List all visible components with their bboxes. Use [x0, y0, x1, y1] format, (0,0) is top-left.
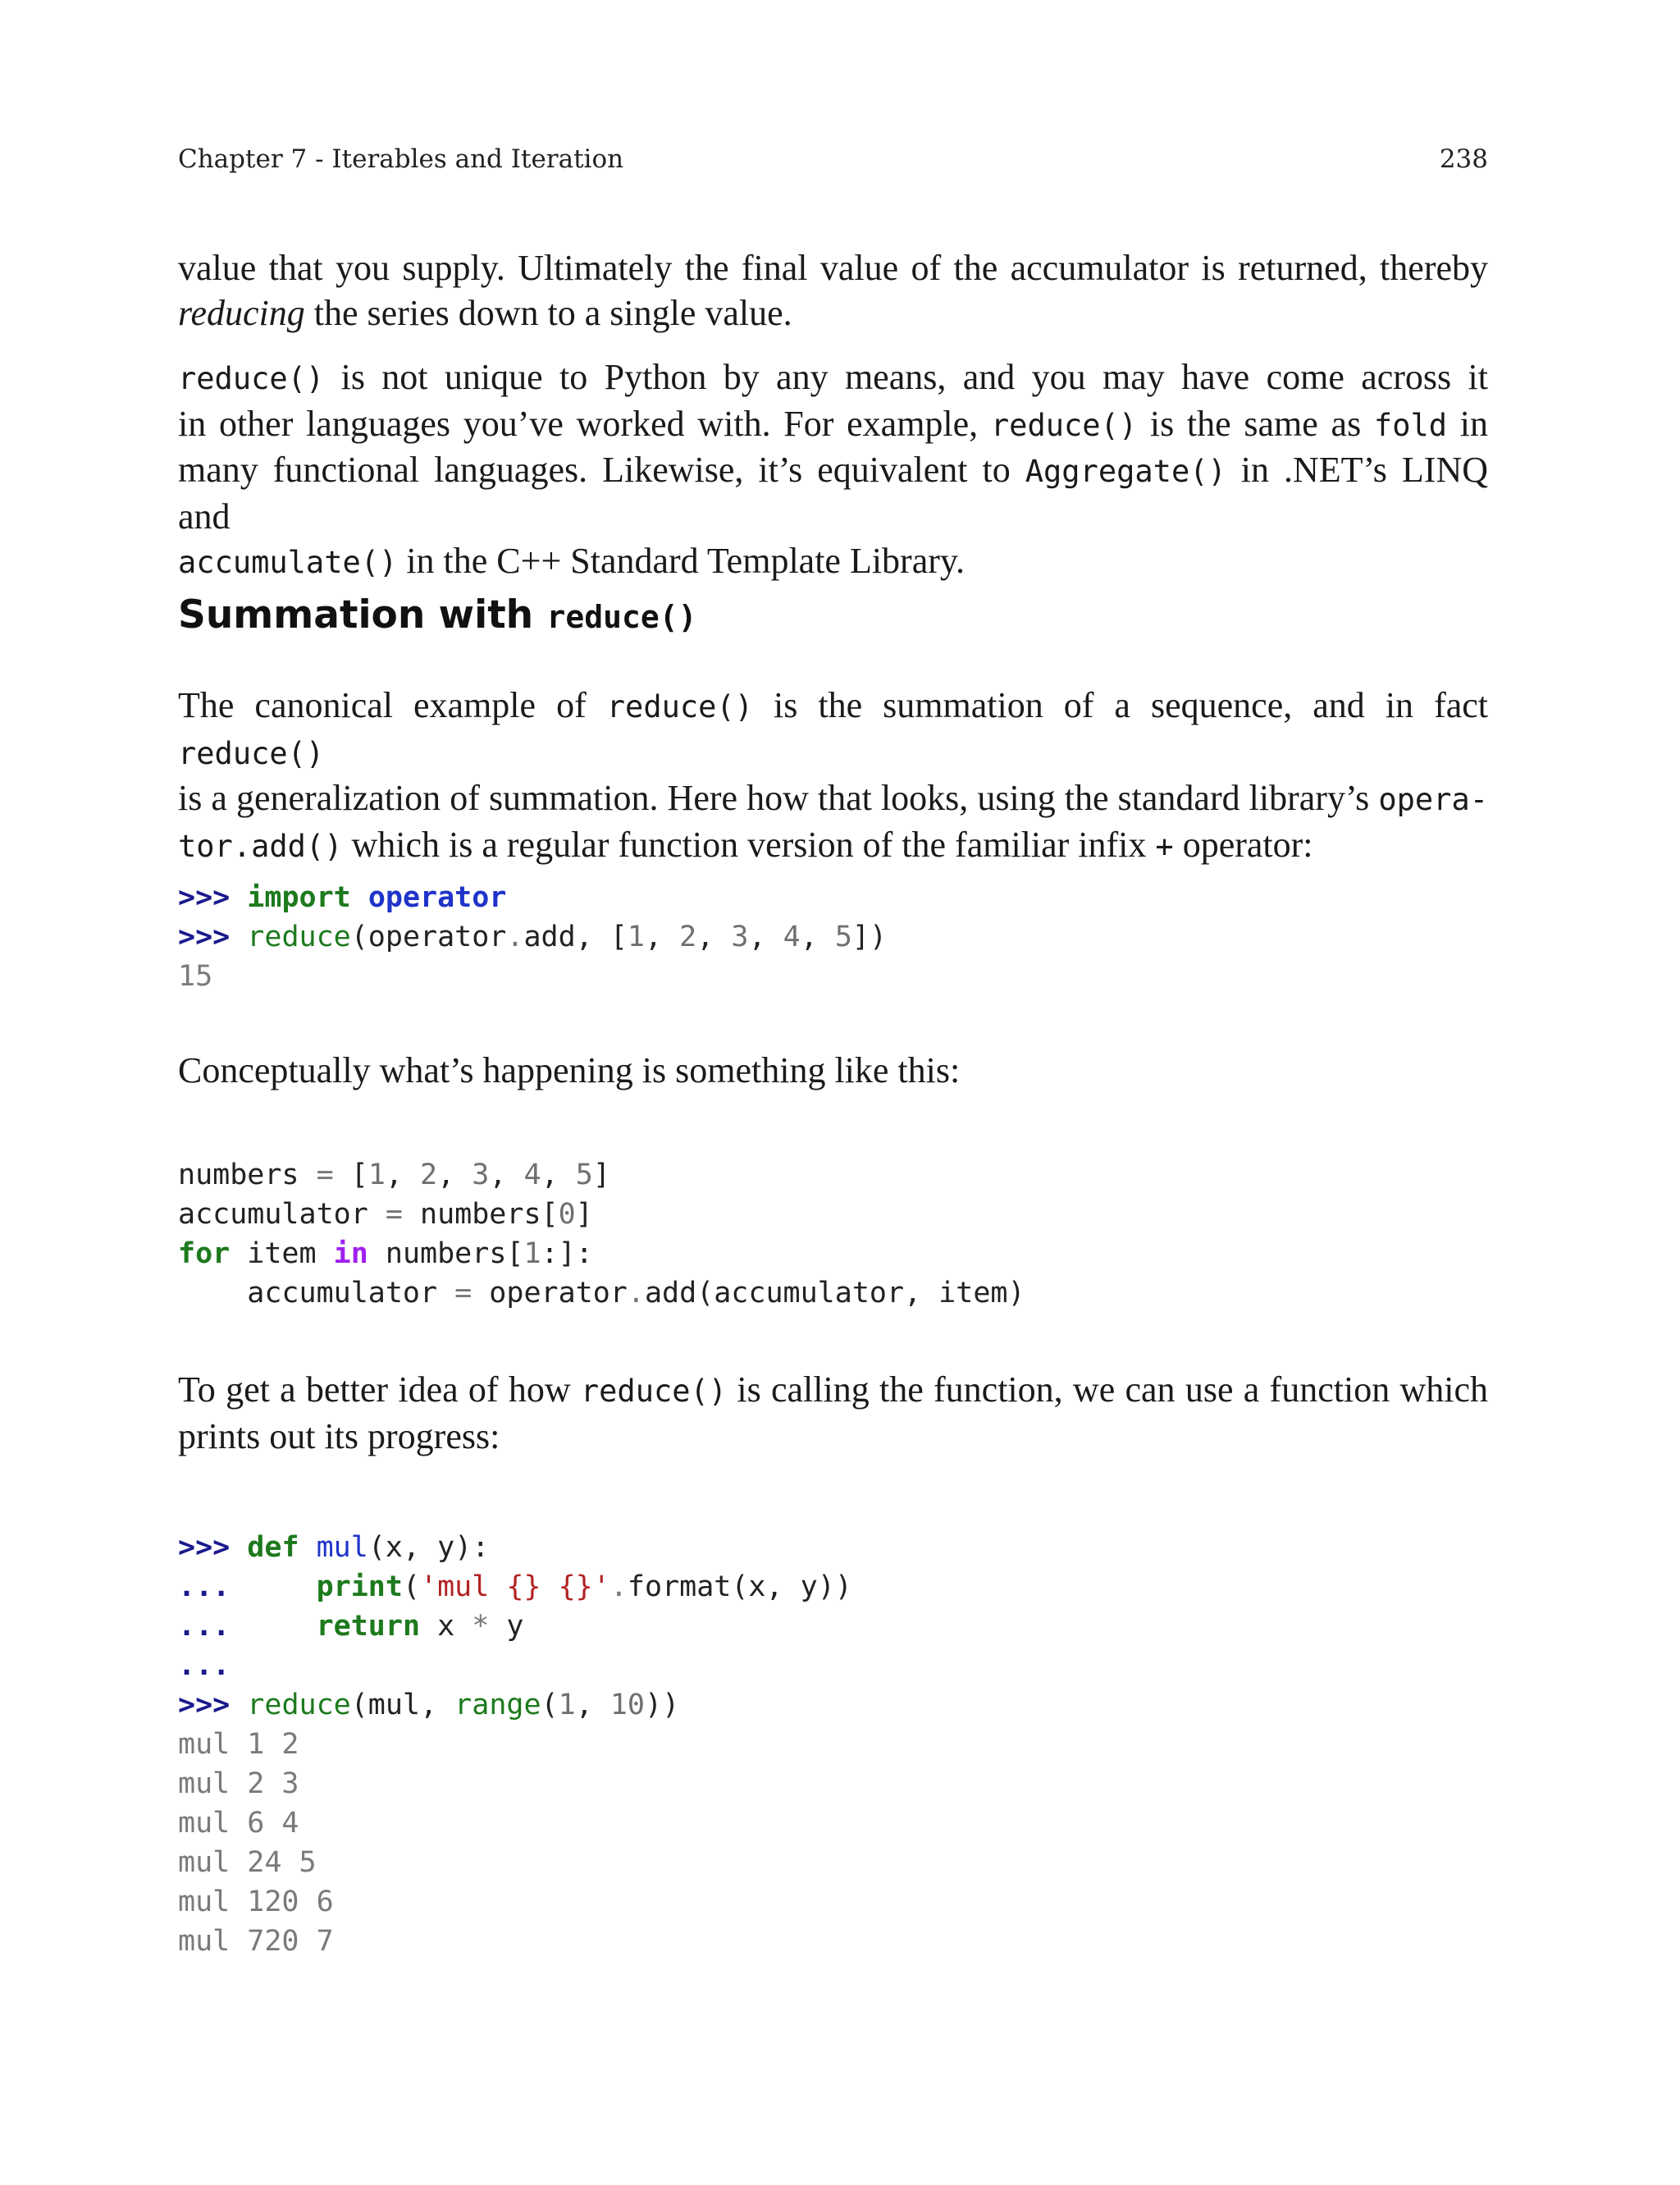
paragraph-reduce-other-languages — [178, 355, 1488, 586]
text-line: reducing the series down to a single value. — [178, 292, 792, 333]
text-line: in other languages you’ve worked with. For example, reduce() is the same as fold in — [178, 403, 1488, 444]
code-line: >>> reduce(operator.add, [1, 2, 3, 4, 5]) — [178, 921, 888, 953]
inline-code: opera- — [1378, 782, 1488, 817]
code-line: ... print('mul {} {}'.format(x, y)) — [178, 1570, 852, 1603]
inline-code: reduce() — [178, 735, 325, 771]
text-line: accumulate() in the C++ Standard Template Library. — [178, 541, 966, 581]
inline-code: fold — [1373, 407, 1448, 443]
code-line: >>> import operator — [178, 881, 507, 914]
code-block-operator-add — [178, 878, 887, 996]
code-line: >>> reduce(mul, range(1, 10)) — [178, 1689, 680, 1721]
text-line: prints out its progress: — [178, 1415, 500, 1456]
code-output-line: mul 24 5 — [178, 1846, 317, 1879]
paragraph-conceptually — [178, 1049, 1488, 1094]
code-block-mul-progress — [178, 1528, 852, 1961]
inline-code: tor.add() — [178, 828, 343, 864]
chapter-title: Chapter 7 - Iterables and Iteration — [178, 144, 624, 174]
emphasis-text: reducing — [178, 292, 305, 333]
text-line: To get a better idea of how reduce() is calling the function, we can use a function which — [178, 1369, 1488, 1410]
code-line: accumulator = operator.add(accumulator, item) — [178, 1277, 1025, 1310]
code-output-line: mul 720 7 — [178, 1925, 334, 1958]
text-line: tor.add() which is a regular function version of the familiar infix + operator: — [178, 824, 1313, 865]
text-line: reduce() is not unique to Python by any means, and you may have come across it — [178, 357, 1488, 397]
text-line: value that you supply. Ultimately the final value of the accumulator is returned, thereby — [178, 248, 1488, 288]
inline-code: reduce() — [580, 1374, 728, 1409]
inline-code: Aggregate() — [1025, 454, 1226, 489]
code-line: numbers = [1, 2, 3, 4, 5] — [178, 1159, 610, 1191]
code-line: >>> def mul(x, y): — [178, 1531, 490, 1564]
code-output-line: 15 — [178, 960, 213, 993]
code-line: accumulator = numbers[0] — [178, 1198, 593, 1231]
inline-code: reduce() — [178, 361, 325, 396]
inline-code: + — [1155, 828, 1174, 864]
paragraph-progress — [178, 1368, 1488, 1459]
code-output-line: mul 1 2 — [178, 1728, 299, 1761]
page-number: 238 — [1439, 144, 1488, 174]
code-line: for item in numbers[1:]: — [178, 1237, 593, 1270]
heading-code: reduce() — [546, 599, 697, 635]
code-output-line: mul 2 3 — [178, 1767, 299, 1800]
code-output-line: mul 6 4 — [178, 1807, 299, 1840]
code-line: ... return x * y — [178, 1610, 524, 1643]
code-output-line: mul 120 6 — [178, 1886, 334, 1918]
paragraph-summation — [178, 683, 1488, 869]
inline-code: reduce() — [990, 407, 1138, 443]
text-line: is a generalization of summation. Here how that looks, using the standard library’s opera- — [178, 778, 1488, 818]
paragraph-accumulator-intro — [178, 246, 1488, 336]
running-header — [178, 144, 1488, 174]
section-heading: Summation with reduce() — [178, 592, 697, 638]
text-line: Conceptually what’s happening is something like this: — [178, 1050, 961, 1090]
text-line: many functional languages. Likewise, it’s equivalent to Aggregate() in .NET’s LINQ and — [178, 450, 1489, 537]
text-line: The canonical example of reduce() is the summation of a sequence, and in fact reduce() — [178, 685, 1489, 771]
inline-code: reduce() — [606, 689, 753, 725]
code-block-conceptual-loop — [178, 1155, 1025, 1313]
code-line: ... — [178, 1649, 231, 1682]
inline-code: accumulate() — [178, 545, 398, 580]
